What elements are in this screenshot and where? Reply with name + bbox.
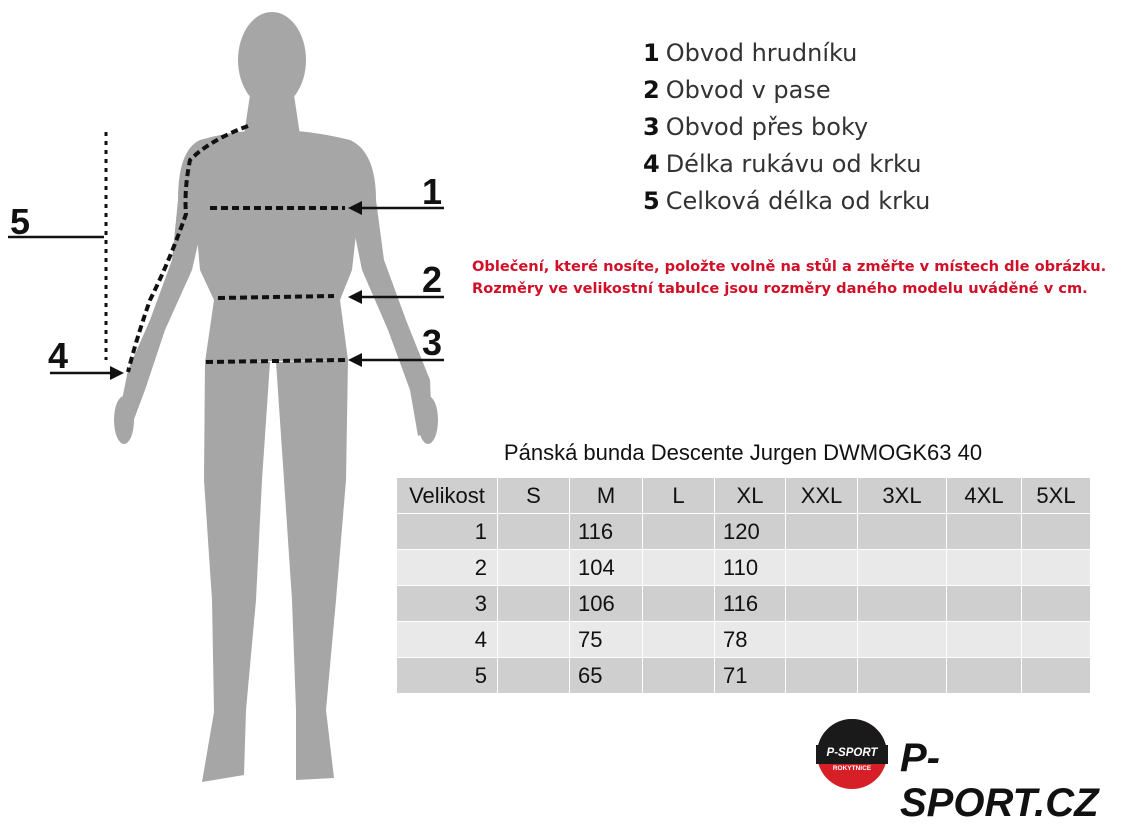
brand-name: P-SPORT.CZ	[900, 736, 1099, 825]
table-cell	[947, 658, 1022, 694]
header-size-l: L	[643, 478, 715, 514]
table-cell	[947, 550, 1022, 586]
header-size-5xl: 5XL	[1022, 478, 1091, 514]
legend-text: Celková délka od krku	[665, 187, 931, 215]
table-cell	[947, 514, 1022, 550]
table-cell: 116	[570, 514, 643, 550]
legend-number: 4	[643, 150, 660, 178]
header-size-4xl: 4XL	[947, 478, 1022, 514]
legend-item	[643, 73, 930, 110]
table-cell	[643, 586, 715, 622]
legend-item	[643, 147, 930, 184]
legend-item	[643, 36, 930, 73]
size-table-title: Pánská bunda Descente Jurgen DWMOGK63 40	[503, 440, 983, 465]
legend-number: 3	[643, 113, 660, 141]
table-cell: 71	[715, 658, 786, 694]
header-size-s: S	[498, 478, 570, 514]
table-cell	[643, 622, 715, 658]
legend-item	[643, 184, 930, 221]
row-measurement-number: 2	[397, 550, 498, 586]
table-row	[397, 586, 1091, 622]
table-cell: 75	[570, 622, 643, 658]
table-row	[397, 658, 1091, 694]
badge-bottom-text: ROKYTNICE	[832, 765, 872, 772]
table-cell	[1022, 658, 1091, 694]
legend-item	[643, 110, 930, 147]
table-row	[397, 550, 1091, 586]
table-cell	[858, 658, 947, 694]
table-cell	[498, 550, 570, 586]
figure-label-3: 3	[422, 322, 443, 363]
size-table-header-row	[397, 478, 1091, 514]
table-cell	[498, 622, 570, 658]
table-cell	[858, 586, 947, 622]
measurement-instructions	[472, 256, 1106, 300]
table-cell: 106	[570, 586, 643, 622]
table-cell	[1022, 586, 1091, 622]
table-cell	[1022, 550, 1091, 586]
table-cell	[858, 622, 947, 658]
table-cell	[1022, 622, 1091, 658]
table-cell	[786, 658, 858, 694]
table-cell	[786, 622, 858, 658]
table-row	[397, 622, 1091, 658]
table-cell	[643, 658, 715, 694]
figure-label-2: 2	[422, 259, 443, 300]
table-cell	[498, 514, 570, 550]
header-size-xxl: XXL	[786, 478, 858, 514]
table-cell: 110	[715, 550, 786, 586]
header-size-m: M	[570, 478, 643, 514]
legend-number: 2	[643, 76, 660, 104]
legend-text: Obvod přes boky	[665, 113, 869, 141]
figure-label-5: 5	[10, 201, 31, 242]
table-cell	[1022, 514, 1091, 550]
figure-label-1: 1	[422, 171, 443, 212]
instruction-line-1: Oblečení, které nosíte, položte volně na stůl a změřte v místech dle obrázku.	[472, 258, 1107, 275]
table-cell	[858, 550, 947, 586]
legend-text: Obvod hrudníku	[665, 39, 858, 67]
table-cell: 65	[570, 658, 643, 694]
legend-text: Obvod v pase	[665, 76, 831, 104]
table-cell: 104	[570, 550, 643, 586]
badge-top-text: P-SPORT	[826, 747, 878, 759]
p-sport-badge-logo	[816, 718, 888, 790]
table-cell	[498, 586, 570, 622]
table-cell	[498, 658, 570, 694]
table-cell: 78	[715, 622, 786, 658]
header-velikost: Velikost	[397, 478, 498, 514]
row-measurement-number: 4	[397, 622, 498, 658]
legend-number: 1	[643, 39, 660, 67]
table-cell	[786, 586, 858, 622]
figure-label-4: 4	[48, 335, 69, 376]
legend-number: 5	[643, 187, 660, 215]
table-cell	[786, 550, 858, 586]
human-silhouette	[114, 12, 438, 782]
table-row	[397, 514, 1091, 550]
measurement-legend	[643, 36, 930, 221]
table-cell	[786, 514, 858, 550]
header-size-3xl: 3XL	[858, 478, 947, 514]
size-table	[396, 477, 1091, 694]
table-cell	[643, 550, 715, 586]
body-measurement-figure	[0, 0, 460, 794]
table-cell	[947, 586, 1022, 622]
table-cell	[643, 514, 715, 550]
table-cell: 120	[715, 514, 786, 550]
header-size-xl: XL	[715, 478, 786, 514]
instruction-line-2: Rozměry ve velikostní tabulce jsou rozměry daného modelu uváděné v cm.	[472, 280, 1088, 297]
table-cell	[947, 622, 1022, 658]
table-cell: 116	[715, 586, 786, 622]
row-measurement-number: 5	[397, 658, 498, 694]
legend-text: Délka rukávu od krku	[665, 150, 922, 178]
table-cell	[858, 514, 947, 550]
row-measurement-number: 1	[397, 514, 498, 550]
row-measurement-number: 3	[397, 586, 498, 622]
